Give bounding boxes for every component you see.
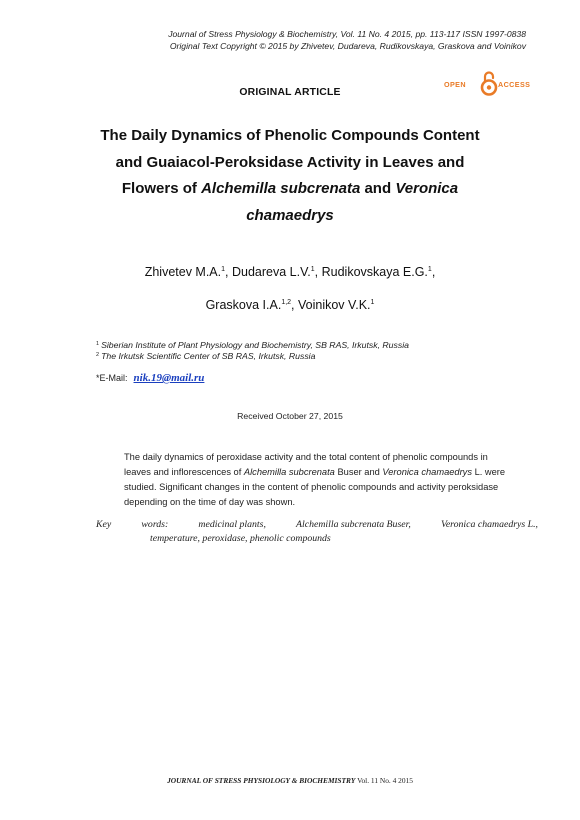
article-type-heading: ORIGINAL ARTICLE [239,87,341,98]
email-link[interactable]: nik.19@mail.ru [133,372,205,384]
abstract-line: depending on the time of day was shown. [124,497,296,507]
abstract-line: leaves and inflorescences of Alchemilla subcrenata Buser and Veronica chamaedrys L. were [124,467,506,477]
open-access-label-left: OPEN [444,80,466,89]
author-name: Dudareva L.V. [231,265,311,279]
author-list-line-2: Graskova I.A.$^{1,2}$, Voinikov V.K.$^1$ [205,298,375,312]
page-footer [0,776,580,785]
journal-citation-line: Journal of Stress Physiology & Biochemistry, Vol. 11 No. 4 2015, pp. 113-117 ISSN 1997-0838 [168,29,526,39]
author-name: Voinikov V.K. [298,298,371,312]
keywords-row-2: temperature, peroxidase, phenolic compounds [150,533,331,544]
open-access-label-right: ACCESS [498,80,531,89]
author-name: Zhivetev M.A. [144,265,222,279]
footer-journal-name: JOURNAL OF STRESS PHYSIOLOGY & BIOCHEMISTRY [167,776,356,785]
corresponding-email [96,372,204,384]
abstract-paragraph [124,450,538,510]
title-line-3-mid: and [360,180,396,197]
keywords-block [96,518,538,546]
affiliation-1: $^1$ Siberian Institute of Plant Physiology and Biochemistry, SB RAS, Irkutsk, Russia [96,340,409,350]
keyword: Veronica chamaedrys L., [440,519,538,530]
title-line-3-prefix: Flowers of [121,180,202,197]
abstract-line: studied. Significant changes in the content of phenolic compounds and activity peroksidase [124,482,499,492]
keywords-label-key: Key [96,519,112,530]
title-line-2: and Guaiacol-Peroksidase Activity in Leaves and [115,153,465,171]
email-label: *E-Mail: [96,373,128,383]
keyword: Alchemilla subcrenata Buser, [296,519,411,530]
author-affiliation-mark: 1 [310,266,315,273]
abstract-line: The daily dynamics of peroxidase activity and the total content of phenolic compounds in [124,452,488,462]
author-affiliation-mark: 1 [221,266,226,273]
title-species-2-genus: Veronica [395,180,459,197]
copyright-line: Original Text Copyright © 2015 by Zhivetev, Dudareva, Rudikovskaya, Graskova and Voinikov [169,41,526,51]
title-species-2-epithet: chamaedrys [246,206,334,224]
keyword: medicinal plants, [198,519,266,530]
author-affiliation-mark: 1 [427,266,432,273]
affiliation-2: $^2$ The Irkutsk Scientific Center of SB RAS, Irkutsk, Russia [96,351,316,361]
keywords-row-1 [96,518,538,532]
article-title [90,123,490,229]
author-name: Rudikovskaya E.G. [321,265,428,279]
title-species-1: Alchemilla subcrenata [201,180,361,197]
keywords-label-words: words: [141,519,169,530]
author-list-line-1: Zhivetev M.A.$^1$, Dudareva L.V.$^1$, Rudikovskaya E.G.$^1$, [144,265,436,279]
author-affiliation-mark: 1,2 [281,299,292,306]
received-date: Received October 27, 2015 [237,411,343,421]
author-name: Graskova I.A. [205,298,282,312]
footer-issue: Vol. 11 No. 4 2015 [355,776,413,785]
author-affiliation-mark: 1 [370,299,375,306]
title-line-1: The Daily Dynamics of Phenolic Compounds Content [100,127,480,144]
